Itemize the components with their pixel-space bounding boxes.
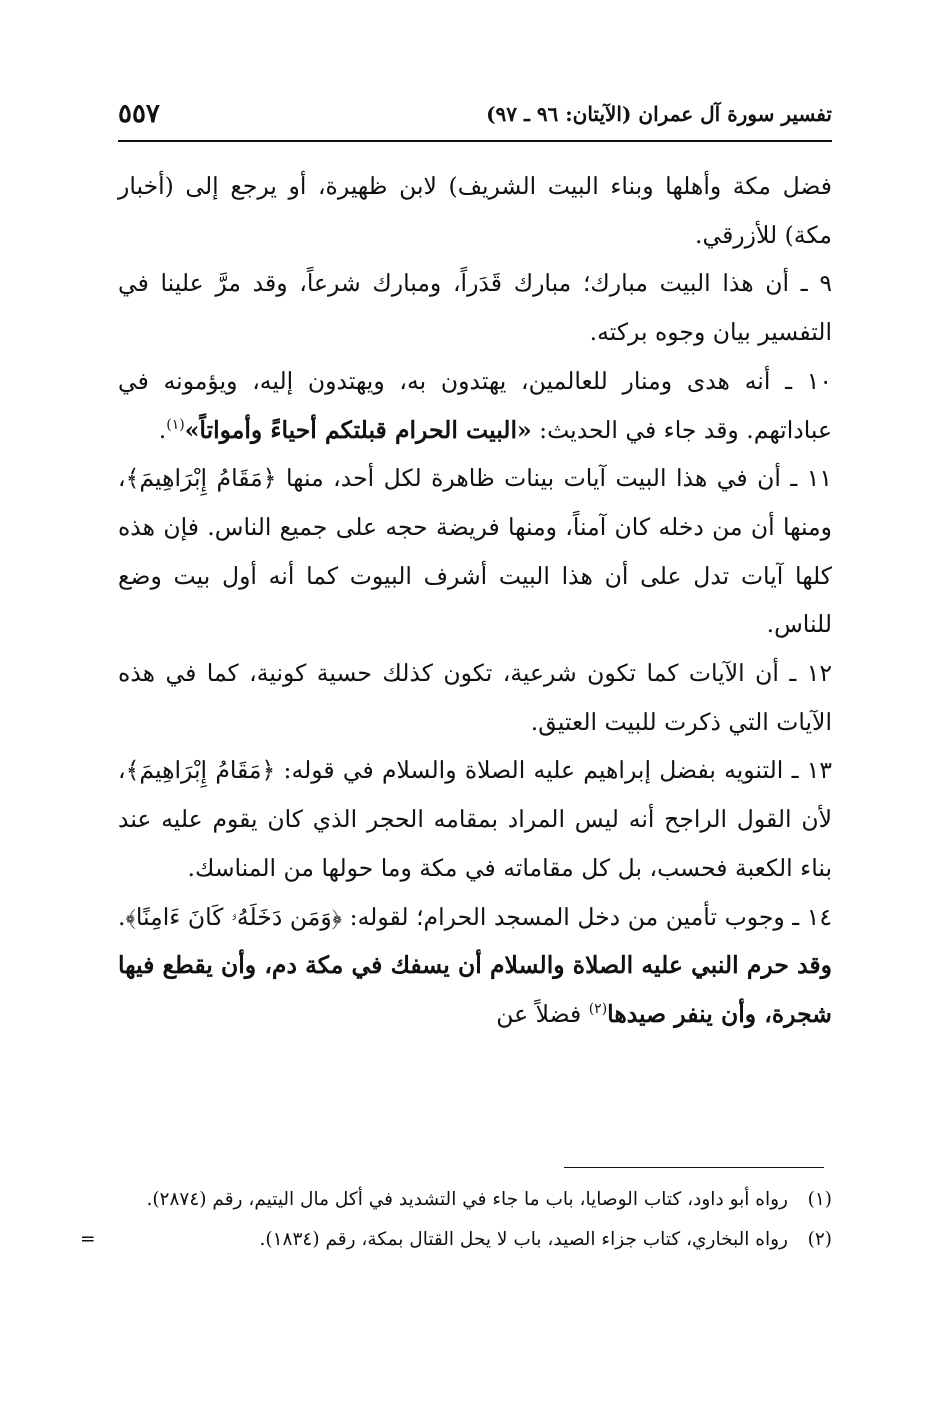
hadith-quote: «البيت الحرام قبلتكم أحياءً وأمواتاً» [184, 415, 532, 444]
paragraph-4: ١١ ـ أن في هذا البيت آيات بينات ظاهرة لكل أحد، منها ﴿مَقَامُ إِبْرَاهِيمَ﴾، ومنها أن من دخله كان آمناً، ومنها فريضة حجه على جميع الناس. فإن هذه كلها آيات تدل على أن هذا البيت أشرف البيوت كما أنه أول بيت وضع للناس. [118, 464, 832, 639]
footnote-2 [80, 1220, 832, 1260]
page-number: ٥٥٧ [118, 99, 160, 129]
paragraph-3 [118, 357, 832, 454]
paragraph-7-text: ١٤ ـ وجوب تأمين من دخل المسجد الحرام؛ لقوله: ﴿وَمَن دَخَلَهُۥ كَانَ ءَامِنًا﴾. [118, 902, 832, 931]
paragraph-3-text: ١٠ ـ أنه هدى ومنار للعالمين، يهتدون به، ويهتدون إليه، ويؤمونه في عباداتهم. وقد جاء في الحديث: [118, 366, 832, 444]
footnotes [80, 1180, 832, 1260]
paragraph-1: فضل مكة وأهلها وبناء البيت الشريف) لابن ظهيرة، أو يرجع إلى (أخبار مكة) للأزرقي. [118, 172, 832, 249]
paragraph-7 [118, 893, 832, 1039]
paragraph-7-end: فضلاً عن [496, 999, 589, 1028]
paragraph-3-end: . [158, 415, 167, 444]
body-text [118, 162, 832, 1039]
footnote-rule [564, 1167, 824, 1168]
header-title: تفسير سورة آل عمران (الآيتان: ٩٦ ـ ٩٧) [486, 102, 832, 126]
footnote-text: رواه البخاري، كتاب جزاء الصيد، باب لا يحل القتال بمكة، رقم (١٨٣٤). [259, 1229, 788, 1250]
paragraph-6: ١٣ ـ التنويه بفضل إبراهيم عليه الصلاة والسلام في قوله: ﴿مَقَامُ إِبْرَاهِيمَ﴾، لأن القول الراجح أنه ليس المراد بمقامه الحجر الذي كان يقوم عليه عند بناء الكعبة فحسب، بل كل مقاماته في مكة وما حولها من المناسك. [118, 756, 832, 882]
paragraph-5: ١٢ ـ أن الآيات كما تكون شرعية، تكون كذلك حسية كونية، كما في هذه الآيات التي ذكرت للبيت العتيق. [118, 659, 832, 736]
continuation-mark: = [80, 1229, 96, 1250]
header-rule [118, 140, 832, 142]
footnote-mark: (٢) [807, 1229, 832, 1250]
footnote-mark: (١) [807, 1189, 832, 1210]
footnote-ref-1: (١) [166, 416, 185, 433]
footnote-ref-2: (٢) [588, 1001, 608, 1018]
running-header [118, 94, 832, 134]
paragraph-2: ٩ ـ أن هذا البيت مبارك؛ مبارك قَدَراً، ومبارك شرعاً، وقد مرَّ علينا في التفسير بيان وجوه بركته. [118, 269, 832, 347]
footnote-1 [80, 1180, 832, 1220]
bold-statement: وقد حرم النبي عليه الصلاة والسلام أن يسفك في مكة دم، وأن يقطع فيها شجرة، وأن ينفر صيدها [118, 951, 832, 1028]
footnote-text: رواه أبو داود، كتاب الوصايا، باب ما جاء في التشديد في أكل مال اليتيم، رقم (٢٨٧٤). [146, 1189, 788, 1210]
